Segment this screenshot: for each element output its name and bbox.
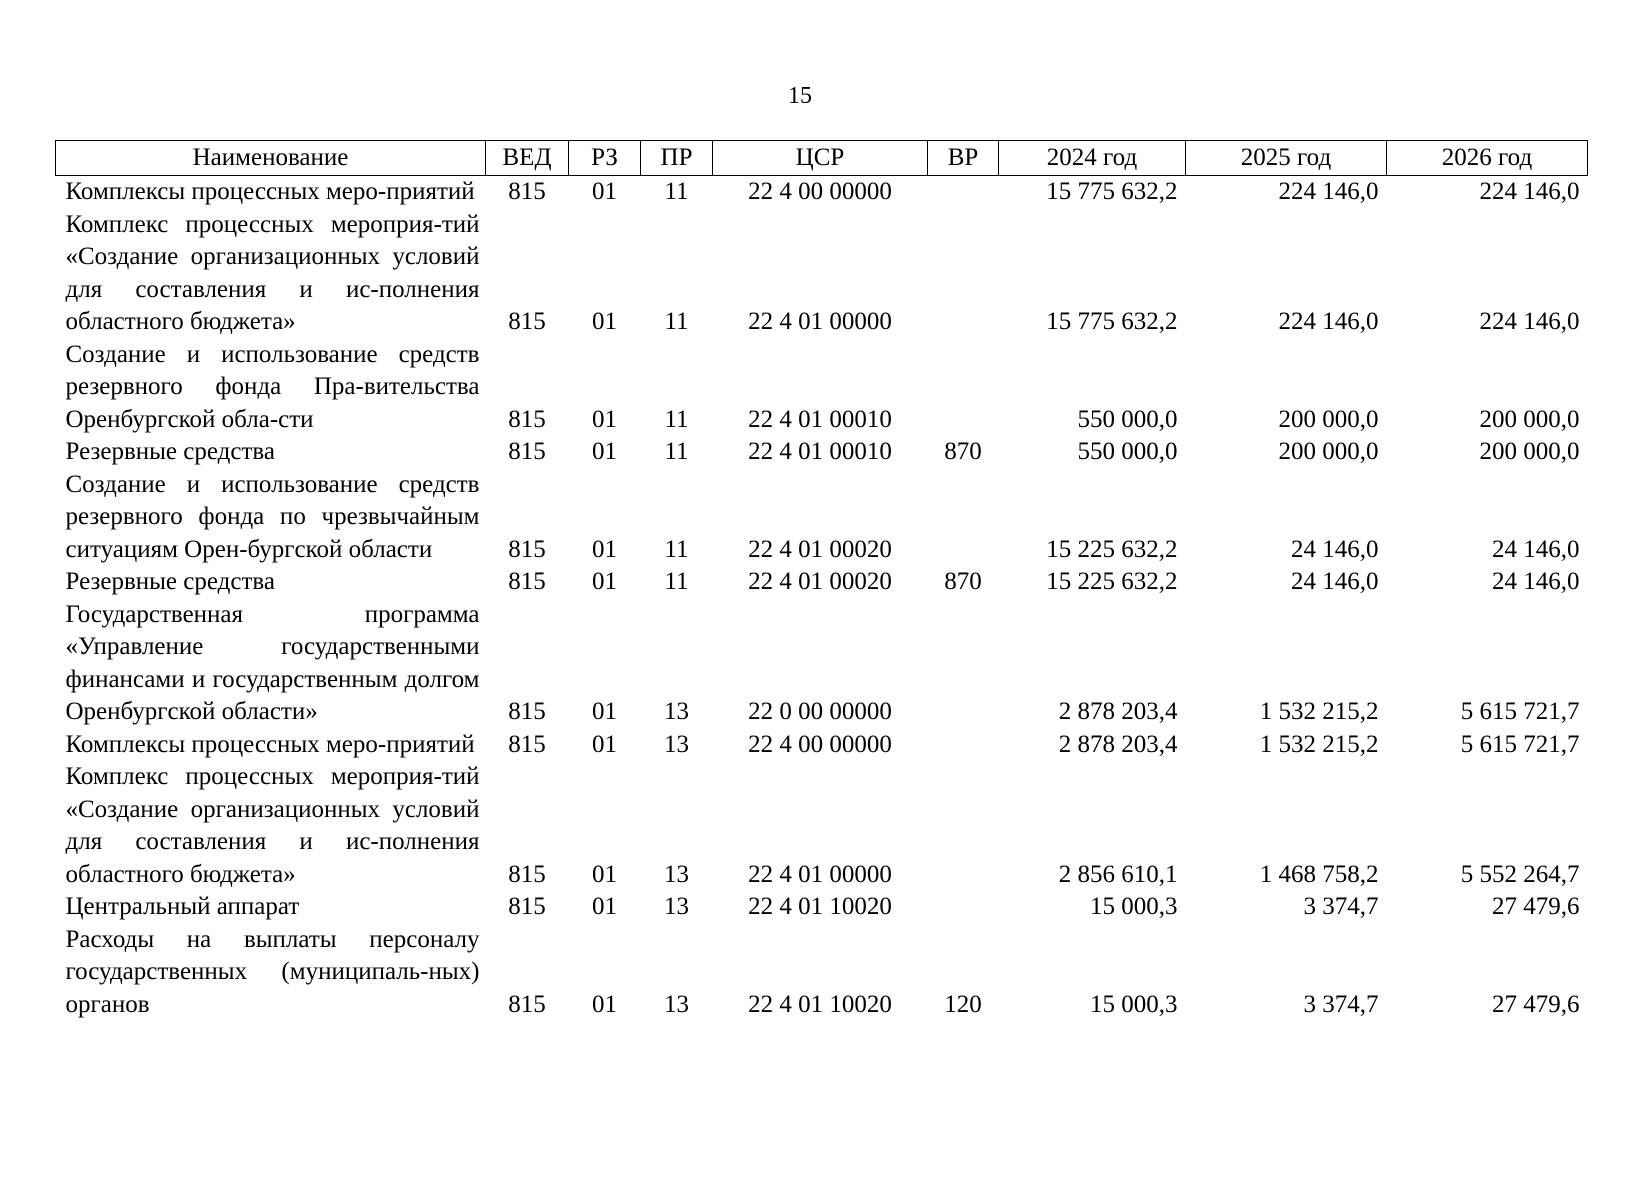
row-2024: 2 856 610,1: [1058, 860, 1178, 888]
row-2025: 1 468 758,2: [1259, 860, 1379, 888]
header-2024: 2024 год: [999, 141, 1186, 176]
row-2024: 15 775 632,2: [1046, 308, 1178, 335]
row-csr: 22 4 01 00000: [748, 860, 892, 888]
header-csr: ЦСР: [713, 141, 928, 176]
row-2025: 3 374,7: [1303, 990, 1379, 1018]
header-2025: 2025 год: [1186, 141, 1387, 176]
row-ved: 815: [508, 860, 546, 888]
row-2024: 15 225 632,2: [1046, 535, 1178, 563]
row-2025: 3 374,7: [1303, 893, 1379, 920]
row-2026: 224 146,0: [1479, 178, 1580, 205]
row-ved: 815: [508, 568, 546, 595]
row-csr: 22 0 00 00000: [748, 698, 892, 725]
row-rz: 01: [592, 698, 617, 725]
row-vr: [928, 339, 999, 437]
header-pr: ПР: [641, 141, 713, 176]
row-csr: 22 4 01 00020: [748, 535, 892, 563]
row-name: Комплексы процессных меро-приятий: [65, 178, 475, 205]
row-csr: 22 4 01 00020: [748, 568, 892, 595]
row-csr: 22 4 01 00010: [748, 405, 892, 433]
row-name: Комплекс процессных мероприя-тий «Создание организационных условий для составления и ис-полнения областного бюджета»: [65, 763, 480, 888]
row-ved: 815: [508, 405, 546, 433]
row-ved: 815: [508, 893, 546, 920]
row-vr: [928, 891, 999, 924]
header-ved: ВЕД: [486, 141, 569, 176]
table-body: [56, 176, 1588, 1022]
row-rz: 01: [592, 535, 617, 563]
row-csr: 22 4 01 10020: [748, 990, 892, 1018]
row-2025: 1 532 215,2: [1259, 698, 1379, 725]
row-rz: 01: [592, 990, 617, 1018]
row-vr: 870: [944, 568, 982, 595]
row-rz: 01: [592, 178, 617, 205]
row-ved: 815: [508, 438, 546, 465]
header-2026: 2026 год: [1387, 141, 1588, 176]
row-2024: 2 878 203,4: [1058, 730, 1178, 758]
row-pr: 13: [664, 990, 689, 1018]
row-2025: 224 146,0: [1278, 178, 1379, 205]
row-2026: 224 146,0: [1479, 308, 1580, 335]
row-ved: 815: [508, 698, 546, 725]
row-vr: 870: [944, 438, 982, 465]
row-2025: 224 146,0: [1278, 308, 1379, 335]
row-rz: 01: [592, 438, 617, 465]
row-ved: 815: [508, 730, 546, 758]
header-name: Наименование: [56, 141, 486, 176]
row-pr: 13: [664, 698, 689, 725]
row-ved: 815: [508, 990, 546, 1018]
row-pr: 11: [664, 535, 689, 563]
row-pr: 11: [664, 438, 689, 465]
row-vr: [928, 599, 999, 729]
table-row: [56, 176, 1588, 209]
table-row: [56, 924, 1588, 1022]
row-2025: 200 000,0: [1278, 438, 1379, 465]
table-row: [56, 436, 1588, 469]
row-2024: 15 225 632,2: [1046, 568, 1178, 595]
table-row: [56, 729, 1588, 762]
row-pr: 13: [664, 730, 689, 758]
row-2025: 24 146,0: [1291, 568, 1379, 595]
row-rz: 01: [592, 405, 617, 433]
row-vr: [928, 729, 999, 762]
row-2024: 15 775 632,2: [1046, 178, 1178, 205]
page-number: 15: [788, 83, 812, 109]
row-name: Резервные средства: [65, 568, 275, 595]
table-row: [56, 209, 1588, 339]
row-2026: 5 552 264,7: [1460, 860, 1580, 888]
budget-table: [55, 140, 1588, 1021]
row-vr: 120: [944, 990, 982, 1018]
row-rz: 01: [592, 860, 617, 888]
table-row: [56, 599, 1588, 729]
row-csr: 22 4 01 00000: [748, 308, 892, 335]
header-vr: ВР: [928, 141, 999, 176]
row-ved: 815: [508, 178, 546, 205]
row-2025: 200 000,0: [1278, 405, 1379, 433]
row-csr: 22 4 00 00000: [748, 730, 892, 758]
row-pr: 13: [664, 860, 689, 888]
row-vr: [928, 209, 999, 339]
row-csr: 22 4 01 10020: [748, 893, 892, 920]
row-name: Государственная программа «Управление государственными финансами и государственным долгом Оренбургской области»: [65, 600, 480, 725]
row-2024: 550 000,0: [1077, 438, 1178, 465]
row-csr: 22 4 00 00000: [748, 178, 892, 205]
table-row: [56, 469, 1588, 567]
row-2025: 24 146,0: [1291, 535, 1379, 563]
row-2024: 15 000,3: [1090, 990, 1178, 1018]
header-row: [56, 141, 1588, 176]
header-rz: РЗ: [569, 141, 641, 176]
row-pr: 11: [664, 568, 689, 595]
row-pr: 11: [664, 308, 689, 335]
row-pr: 11: [664, 178, 689, 205]
row-csr: 22 4 01 00010: [748, 438, 892, 465]
row-rz: 01: [592, 893, 617, 920]
row-2026: 200 000,0: [1479, 405, 1580, 433]
row-2026: 24 146,0: [1492, 568, 1580, 595]
row-2025: 1 532 215,2: [1259, 730, 1379, 758]
row-rz: 01: [592, 730, 617, 758]
row-ved: 815: [508, 308, 546, 335]
row-rz: 01: [592, 308, 617, 335]
row-2026: 24 146,0: [1492, 535, 1580, 563]
row-2024: 15 000,3: [1090, 893, 1178, 920]
row-vr: [928, 176, 999, 209]
row-pr: 13: [664, 893, 689, 920]
row-pr: 11: [664, 405, 689, 433]
table-row: [56, 761, 1588, 891]
row-2026: 5 615 721,7: [1460, 698, 1580, 725]
row-2026: 27 479,6: [1492, 990, 1580, 1018]
row-vr: [928, 761, 999, 891]
table-row: [56, 566, 1588, 599]
table-row: [56, 891, 1588, 924]
row-name: Создание и использование средств резервного фонда по чрезвычайным ситуациям Орен-бургской области: [65, 470, 480, 563]
row-name: Создание и использование средств резервного фонда Пра-вительства Оренбургской обла-сти: [65, 340, 480, 433]
row-name: Центральный аппарат: [65, 893, 300, 920]
row-2026: 27 479,6: [1492, 893, 1580, 920]
row-2026: 200 000,0: [1479, 438, 1580, 465]
row-2024: 2 878 203,4: [1058, 698, 1178, 725]
row-vr: [928, 469, 999, 567]
row-name: Комплексы процессных меро-приятий: [65, 730, 475, 758]
row-2026: 5 615 721,7: [1460, 730, 1580, 758]
row-ved: 815: [508, 535, 546, 563]
row-name: Комплекс процессных мероприя-тий «Создание организационных условий для составления и ис-полнения областного бюджета»: [65, 210, 480, 335]
row-rz: 01: [592, 568, 617, 595]
table-row: [56, 339, 1588, 437]
row-2024: 550 000,0: [1077, 405, 1178, 433]
row-name: Расходы на выплаты персоналу государственных (муниципаль-ных) органов: [65, 925, 480, 1018]
table-header: [56, 141, 1588, 176]
row-name: Резервные средства: [65, 438, 275, 465]
